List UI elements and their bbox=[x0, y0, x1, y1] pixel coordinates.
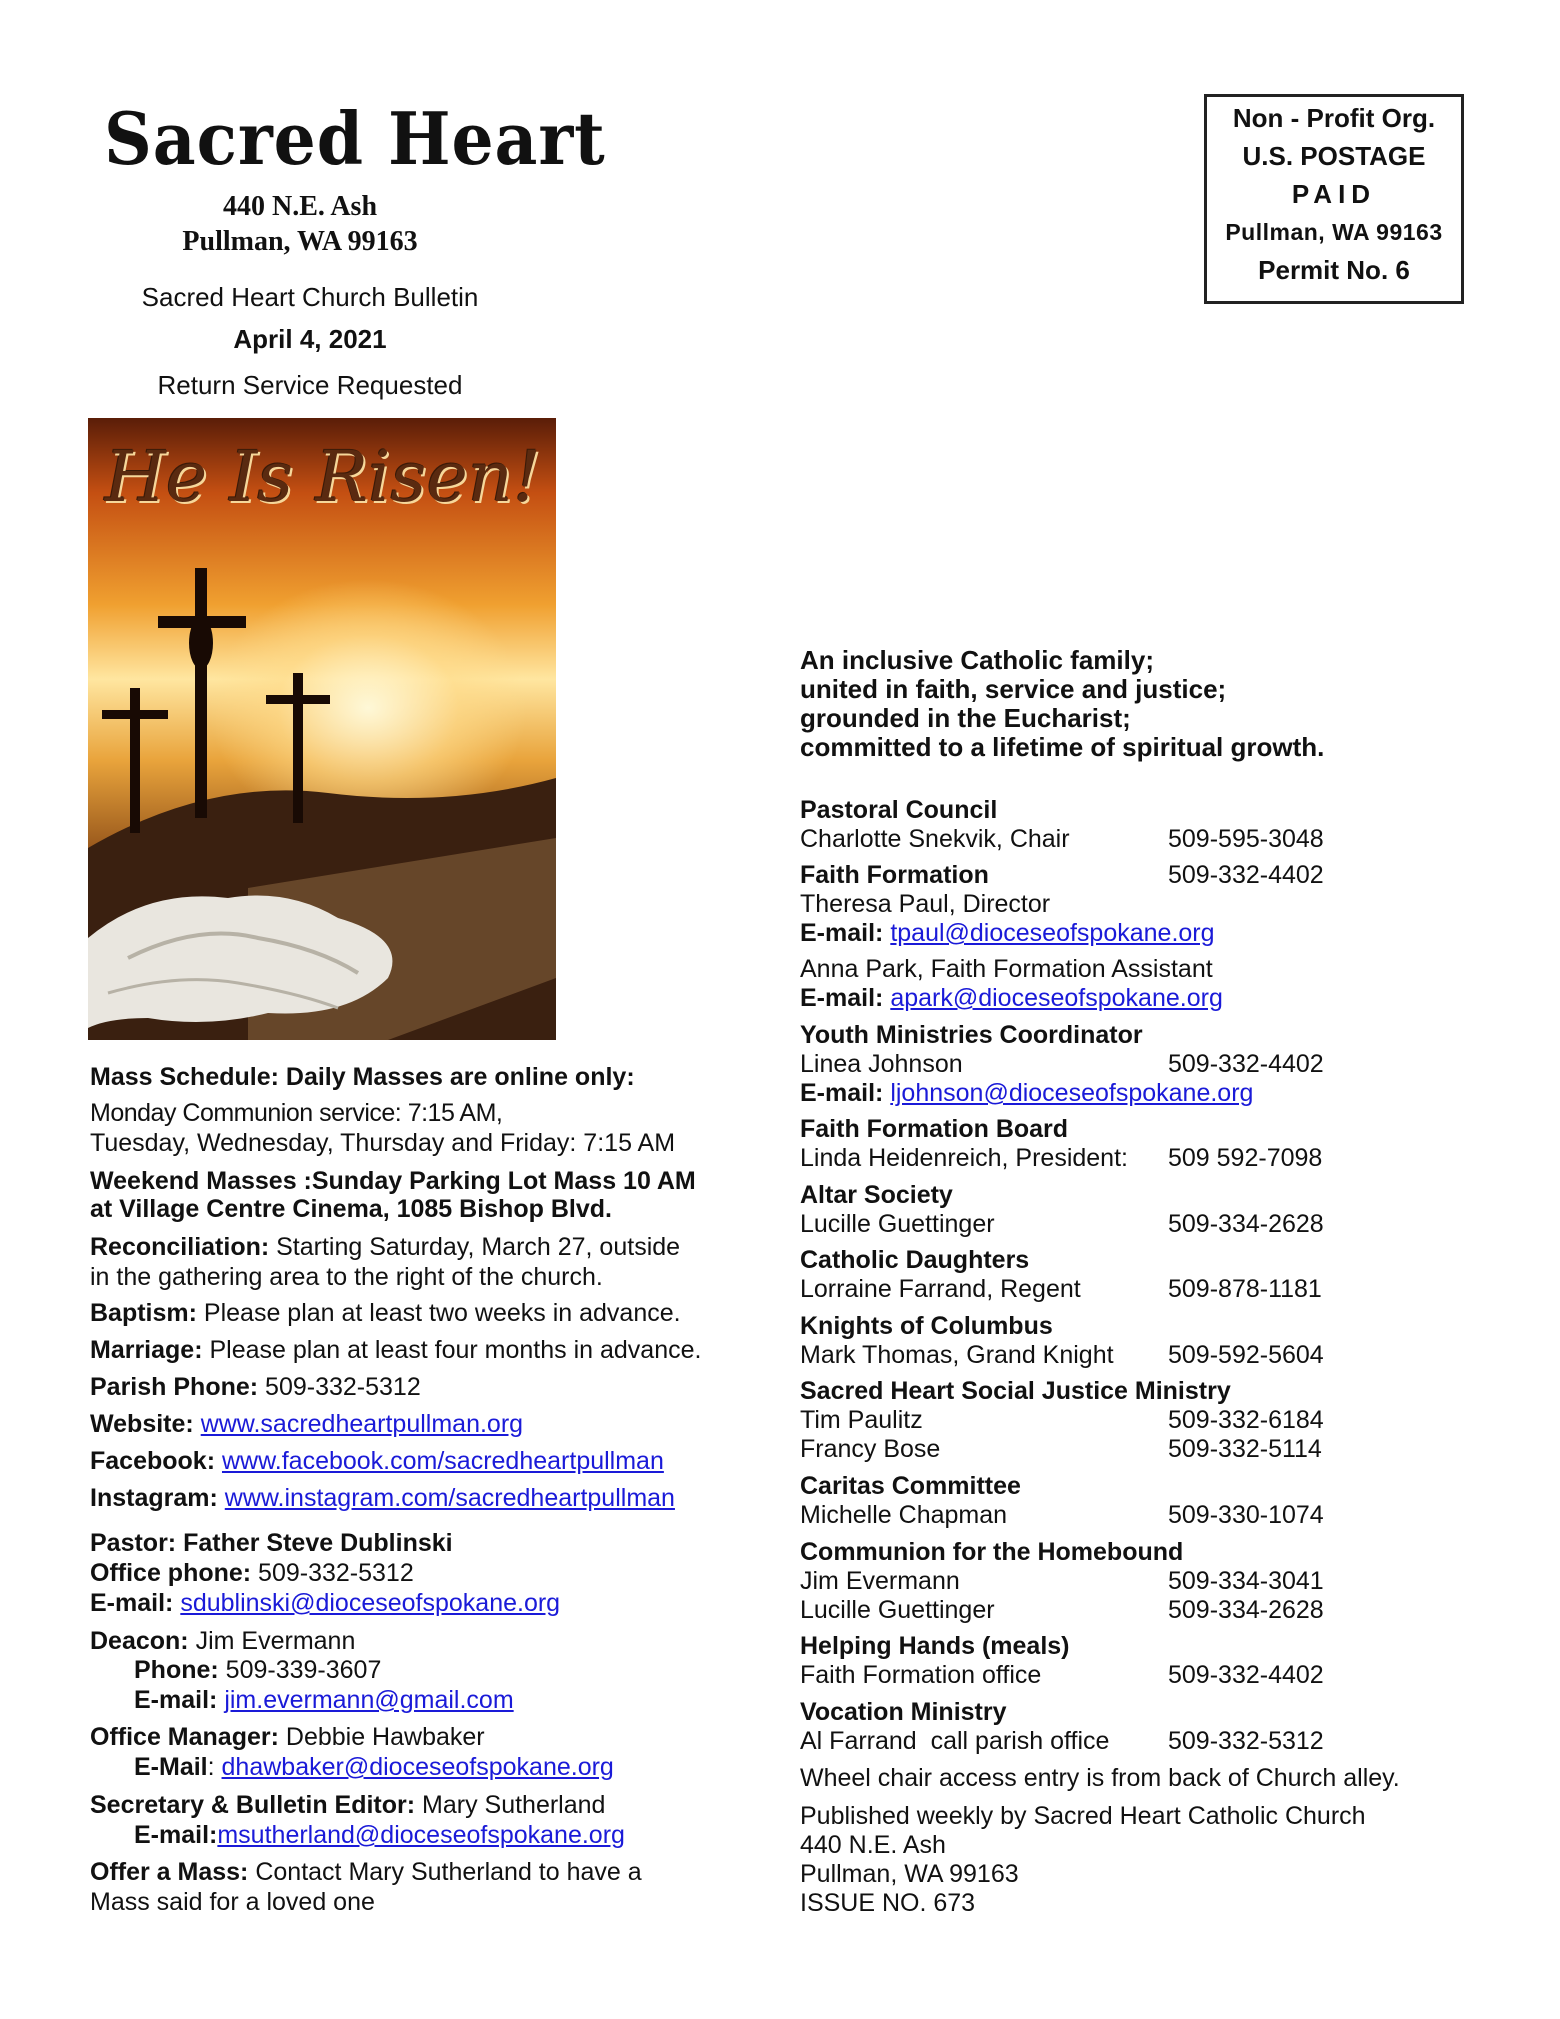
ff-board-phone: 509 592-7098 bbox=[1168, 1144, 1323, 1172]
ff-email-label: E-mail: bbox=[800, 919, 884, 947]
baptism-line bbox=[90, 1298, 681, 1328]
helping-hands-name: Faith Formation office bbox=[800, 1661, 1042, 1689]
easter-image bbox=[88, 418, 556, 1040]
pastor-email-label: E-mail: bbox=[90, 1589, 174, 1617]
pastoral-council-heading: Pastoral Council bbox=[800, 796, 998, 824]
caritas-phone: 509-330-1074 bbox=[1168, 1501, 1324, 1529]
return-service: Return Service Requested bbox=[157, 370, 463, 400]
ff-email-link[interactable]: tpaul@dioceseofspokane.org bbox=[890, 919, 1215, 947]
homebound-row-2 bbox=[800, 1596, 1324, 1625]
ff-assistant: Anna Park, Faith Formation Assistant bbox=[800, 955, 1213, 983]
faith-formation-row bbox=[800, 861, 1324, 890]
postage-line-2: U.S. POSTAGE bbox=[1242, 141, 1426, 171]
bulletin-date: April 4, 2021 bbox=[233, 324, 387, 354]
helping-hands-phone: 509-332-4402 bbox=[1168, 1661, 1324, 1689]
office-phone-line bbox=[90, 1558, 414, 1588]
sj-row-1 bbox=[800, 1406, 1324, 1435]
secretary-line bbox=[90, 1790, 605, 1820]
offer-mass-text: Contact Mary Sutherland to have a bbox=[248, 1858, 642, 1886]
secretary-email-label: E-mail: bbox=[134, 1821, 218, 1849]
mass-schedule-heading: Mass Schedule: Daily Masses are online only: bbox=[90, 1063, 635, 1091]
ffa-email-line bbox=[800, 984, 1223, 1013]
ff-email-line bbox=[800, 919, 1215, 948]
altar-heading: Altar Society bbox=[800, 1181, 953, 1209]
facebook-label: Facebook: bbox=[90, 1447, 216, 1475]
deacon-line bbox=[90, 1626, 355, 1656]
office-manager-line bbox=[90, 1722, 485, 1752]
postage-line-3: PAID bbox=[1291, 179, 1377, 209]
manager-email-link[interactable]: dhawbaker@dioceseofspokane.org bbox=[221, 1753, 614, 1781]
mission-line-2: united in faith, service and justice; bbox=[800, 674, 1227, 704]
mission-line-1: An inclusive Catholic family; bbox=[800, 645, 1154, 675]
office-phone-value: 509-332-5312 bbox=[251, 1559, 414, 1587]
pastor-name: Pastor: Father Steve Dublinski bbox=[90, 1529, 453, 1557]
postage-indicia bbox=[1204, 94, 1464, 304]
postage-line-1: Non - Profit Org. bbox=[1232, 103, 1436, 133]
deacon-email-label: E-mail: bbox=[134, 1686, 218, 1714]
parish-address-city: Pullman, WA 99163 bbox=[182, 226, 418, 257]
helping-hands-row bbox=[800, 1661, 1324, 1690]
sj-name-2: Francy Bose bbox=[800, 1435, 941, 1463]
altar-phone: 509-334-2628 bbox=[1168, 1210, 1324, 1238]
mission-line-3: grounded in the Eucharist; bbox=[800, 703, 1131, 733]
mass-weekdays: Tuesday, Wednesday, Thursday and Friday: 7:15 AM bbox=[90, 1129, 676, 1157]
pastor-email-line bbox=[90, 1588, 560, 1618]
postage-line-5: Permit No. 6 bbox=[1258, 255, 1410, 285]
caritas-heading: Caritas Committee bbox=[800, 1472, 1021, 1500]
office-phone-label: Office phone: bbox=[90, 1559, 252, 1587]
youth-name: Linea Johnson bbox=[800, 1050, 963, 1078]
cd-row bbox=[800, 1275, 1322, 1304]
instagram-line bbox=[90, 1483, 675, 1513]
secretary-label: Secretary & Bulletin Editor: bbox=[90, 1791, 416, 1819]
reconciliation-text: Starting Saturday, March 27, outside bbox=[269, 1233, 681, 1261]
ffa-email-label: E-mail: bbox=[800, 984, 884, 1012]
parish-address-street: 440 N.E. Ash bbox=[222, 191, 378, 222]
facebook-link[interactable]: www.facebook.com/sacredheartpullman bbox=[221, 1447, 664, 1475]
parish-logo: Sacred Heart bbox=[104, 96, 606, 181]
pastoral-council-phone: 509-595-3048 bbox=[1168, 825, 1324, 853]
ff-board-heading: Faith Formation Board bbox=[800, 1115, 1069, 1143]
offer-mass-line-2: Mass said for a loved one bbox=[90, 1888, 375, 1916]
helping-hands-heading: Helping Hands (meals) bbox=[800, 1632, 1070, 1660]
published-by: Published weekly by Sacred Heart Catholic Church bbox=[800, 1802, 1366, 1830]
postage-line-4: Pullman, WA 99163 bbox=[1225, 219, 1443, 245]
parish-phone-label: Parish Phone: bbox=[90, 1373, 259, 1401]
youth-email-line bbox=[800, 1079, 1253, 1108]
homebound-name-1: Jim Evermann bbox=[800, 1567, 960, 1595]
deacon-phone-value: 509-339-3607 bbox=[218, 1656, 382, 1684]
youth-email-link[interactable]: ljohnson@dioceseofspokane.org bbox=[890, 1079, 1254, 1107]
vocation-name: Al Farrand call parish office bbox=[800, 1727, 1110, 1755]
issue-number: ISSUE NO. 673 bbox=[800, 1889, 976, 1917]
sj-heading: Sacred Heart Social Justice Ministry bbox=[800, 1377, 1231, 1405]
offer-mass-line-1 bbox=[90, 1857, 642, 1887]
deacon-email-link[interactable]: jim.evermann@gmail.com bbox=[224, 1686, 514, 1714]
baptism-text: Please plan at least two weeks in advance. bbox=[196, 1299, 681, 1327]
marriage-line bbox=[90, 1335, 701, 1365]
faith-formation-director: Theresa Paul, Director bbox=[800, 890, 1051, 918]
deacon-label: Deacon: bbox=[90, 1627, 189, 1655]
footer-address-city: Pullman, WA 99163 bbox=[800, 1860, 1019, 1888]
sj-phone-1: 509-332-6184 bbox=[1168, 1406, 1324, 1434]
altar-row bbox=[800, 1210, 1324, 1239]
kc-row bbox=[800, 1341, 1324, 1370]
deacon-email-line bbox=[90, 1685, 514, 1715]
reconciliation-label: Reconciliation: bbox=[90, 1233, 270, 1261]
pastoral-council-name: Charlotte Snekvik, Chair bbox=[800, 825, 1070, 853]
homebound-phone-1: 509-334-3041 bbox=[1168, 1567, 1324, 1595]
facebook-line bbox=[90, 1446, 664, 1476]
secretary-email-line bbox=[90, 1820, 625, 1850]
faith-formation-phone: 509-332-4402 bbox=[1168, 861, 1324, 889]
secretary-name: Mary Sutherland bbox=[415, 1791, 606, 1819]
wheelchair-note: Wheel chair access entry is from back of Church alley. bbox=[800, 1764, 1400, 1792]
deacon-name: Jim Evermann bbox=[188, 1627, 356, 1655]
pastoral-council-row bbox=[800, 825, 1324, 854]
youth-row bbox=[800, 1050, 1324, 1079]
website-link[interactable]: www.sacredheartpullman.org bbox=[200, 1410, 524, 1438]
baptism-label: Baptism: bbox=[90, 1299, 197, 1327]
website-line bbox=[90, 1409, 523, 1439]
kc-heading: Knights of Columbus bbox=[800, 1312, 1053, 1340]
reconciliation-line-2: in the gathering area to the right of the church. bbox=[90, 1263, 603, 1291]
parish-phone-line bbox=[90, 1372, 421, 1402]
manager-email-separator: : bbox=[207, 1753, 222, 1781]
deacon-phone-label: Phone: bbox=[134, 1656, 219, 1684]
vocation-phone: 509-332-5312 bbox=[1168, 1727, 1324, 1755]
youth-email-label: E-mail: bbox=[800, 1079, 884, 1107]
weekend-mass-line-1: Weekend Masses :Sunday Parking Lot Mass 10 AM bbox=[90, 1167, 696, 1195]
homebound-phone-2: 509-334-2628 bbox=[1168, 1596, 1324, 1624]
caritas-name: Michelle Chapman bbox=[800, 1501, 1008, 1529]
sj-phone-2: 509-332-5114 bbox=[1168, 1435, 1322, 1463]
altar-name: Lucille Guettinger bbox=[800, 1210, 995, 1238]
marriage-text: Please plan at least four months in advance. bbox=[202, 1336, 702, 1364]
sj-row-2 bbox=[800, 1435, 1322, 1464]
reconciliation-line-1 bbox=[90, 1232, 680, 1262]
ff-board-row bbox=[800, 1144, 1322, 1173]
youth-phone: 509-332-4402 bbox=[1168, 1050, 1324, 1078]
website-label: Website: bbox=[90, 1410, 194, 1438]
vocation-heading: Vocation Ministry bbox=[800, 1698, 1007, 1726]
homebound-heading: Communion for the Homebound bbox=[800, 1538, 1184, 1566]
faith-formation-heading: Faith Formation bbox=[800, 861, 989, 889]
cd-name: Lorraine Farrand, Regent bbox=[800, 1275, 1081, 1303]
pastor-email-link[interactable]: sdublinski@dioceseofspokane.org bbox=[180, 1589, 561, 1617]
parish-phone-value: 509-332-5312 bbox=[258, 1373, 421, 1401]
mass-monday: Monday Communion service: 7:15 AM, bbox=[90, 1099, 503, 1127]
easter-caption: He Is Risen! bbox=[104, 436, 542, 518]
manager-email-line bbox=[90, 1752, 614, 1782]
ff-board-name: Linda Heidenreich, President: bbox=[800, 1144, 1128, 1172]
deacon-phone-line bbox=[90, 1655, 381, 1685]
mission-line-4: committed to a lifetime of spiritual growth. bbox=[800, 732, 1325, 762]
youth-heading: Youth Ministries Coordinator bbox=[800, 1021, 1143, 1049]
kc-phone: 509-592-5604 bbox=[1168, 1341, 1324, 1369]
caritas-row bbox=[800, 1501, 1324, 1530]
footer-address-street: 440 N.E. Ash bbox=[800, 1831, 946, 1859]
ffa-email-link[interactable]: apark@dioceseofspokane.org bbox=[890, 984, 1223, 1012]
instagram-link[interactable]: www.instagram.com/sacredheartpullman bbox=[224, 1484, 675, 1512]
weekend-mass-line-2: at Village Centre Cinema, 1085 Bishop Blvd. bbox=[90, 1195, 612, 1223]
secretary-email-link[interactable]: msutherland@dioceseofspokane.org bbox=[217, 1821, 625, 1849]
sj-name-1: Tim Paulitz bbox=[800, 1406, 923, 1434]
offer-mass-label: Offer a Mass: bbox=[90, 1858, 249, 1886]
kc-name: Mark Thomas, Grand Knight bbox=[800, 1341, 1114, 1369]
vocation-row bbox=[800, 1727, 1324, 1756]
homebound-name-2: Lucille Guettinger bbox=[800, 1596, 995, 1624]
cd-phone: 509-878-1181 bbox=[1168, 1275, 1322, 1303]
homebound-row-1 bbox=[800, 1567, 1324, 1596]
mission-statement bbox=[800, 646, 1324, 762]
office-manager-label: Office Manager: bbox=[90, 1723, 279, 1751]
bulletin-title: Sacred Heart Church Bulletin bbox=[141, 282, 479, 312]
cd-heading: Catholic Daughters bbox=[800, 1246, 1030, 1274]
instagram-label: Instagram: bbox=[90, 1484, 218, 1512]
office-manager-name: Debbie Hawbaker bbox=[278, 1723, 485, 1751]
manager-email-label: E-Mail bbox=[134, 1753, 208, 1781]
marriage-label: Marriage: bbox=[90, 1336, 203, 1364]
